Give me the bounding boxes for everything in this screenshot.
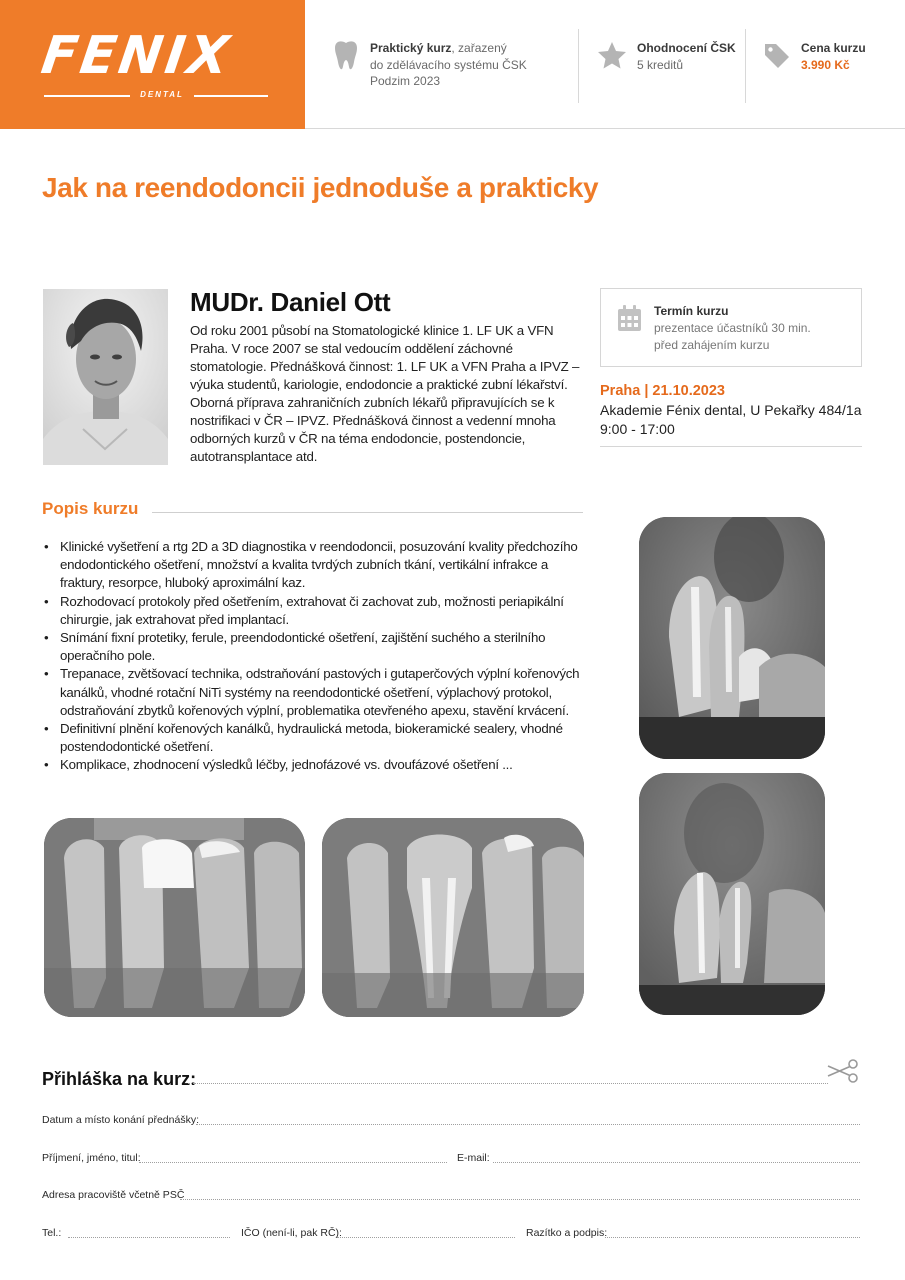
ico-field[interactable]	[337, 1237, 515, 1238]
tel-label: Tel.:	[42, 1227, 62, 1239]
page-title: Jak na reendodoncii jednoduše a prakticky	[42, 172, 599, 203]
scissors-icon	[826, 1058, 860, 1084]
term-title: Termín kurzu	[654, 304, 729, 318]
tel-field[interactable]	[68, 1237, 230, 1238]
name-label: Příjmení, jméno, titul:	[42, 1152, 141, 1164]
section-rule	[152, 512, 583, 513]
ico-label: IČO (není-li, pak RČ):	[241, 1227, 342, 1239]
rating-title: Ohodnocení ČSK	[637, 41, 736, 55]
list-item: • Komplikace, zhodnocení výsledků léčby, jednofázové vs. dvoufázové ošetření ...	[42, 756, 587, 774]
lecturer-name: MUDr. Daniel Ott	[190, 287, 391, 317]
list-item: • Rozhodovací protokoly před ošetřením, extrahovat či zachovat zub, možnosti periapikální chirurgie, jak extrahovat před implantací.	[42, 593, 587, 629]
header-divider	[745, 29, 746, 103]
date-place-field[interactable]	[196, 1124, 860, 1125]
header-rule	[305, 128, 905, 129]
section-title-description: Popis kurzu	[42, 499, 139, 518]
date-place-label: Datum a místo konání přednášky:	[42, 1114, 199, 1126]
term-note-line2: před zahájením kurzu	[654, 338, 770, 352]
address-field[interactable]	[180, 1199, 860, 1200]
stamp-signature-field[interactable]	[605, 1237, 860, 1238]
city-date: Praha | 21.10.2023	[600, 383, 725, 399]
rating-info	[637, 40, 747, 73]
course-type-rest: , zařazený	[451, 41, 507, 55]
rating-value: 5 kreditů	[637, 57, 684, 72]
course-type-info	[370, 40, 570, 90]
header-divider	[578, 29, 579, 103]
xray-image	[639, 773, 825, 1015]
list-item: • Definitivní plnění kořenových kanálků, hydraulická metoda, biokeramické sealery, vhodné postendodontické ošetření.	[42, 720, 587, 756]
venue-divider	[600, 446, 862, 447]
stamp-signature-label: Razítko a podpis:	[526, 1227, 608, 1239]
logo-wordmark: FENIX	[37, 26, 236, 86]
course-time: 9:00 - 17:00	[600, 421, 675, 437]
star-icon	[597, 41, 627, 69]
list-item: • Snímání fixní protetiky, ferule, preendodontické ošetření, zajištění suchého a sterilního operačního pole.	[42, 629, 587, 665]
logo-subtitle: DENTAL	[130, 88, 194, 102]
venue: Akademie Fénix dental, U Pekařky 484/1a	[600, 402, 862, 418]
tooth-icon	[333, 40, 359, 70]
lecturer-photo	[43, 289, 168, 465]
xray-image	[322, 818, 584, 1017]
xray-image	[44, 818, 305, 1017]
calendar-icon	[617, 305, 642, 332]
xray-image	[639, 517, 825, 759]
course-type-bold: Praktický kurz	[370, 41, 452, 55]
term-note-line1: prezentace účastníků 30 min.	[654, 321, 811, 335]
course-type-system: do zdělávacího systému ČSK	[370, 57, 527, 72]
form-title: Přihláška na kurz:	[42, 1069, 197, 1089]
term-note	[654, 320, 834, 354]
price-value: 3.990 Kč	[801, 57, 850, 72]
list-item: • Trepanace, zvětšovací technika, odstraňování pastových i gutaperčových výplní kořenových kanálků, vhodné rotační NiTi systémy na reendodontické ošetření, výplachový protokol, odstraňování zbytků kořenových výplní, problematika otevřeného apexu, stavění krvácení.	[42, 665, 587, 720]
list-item: • Klinické vyšetření a rtg 2D a 3D diagnostika v reendodoncii, posuzování kvality předchozího endodontického ošetření, množství a kvalita tvrdých zubních tkání, vertikální infrakce a fraktury, resorpce, hluboký aproximální kaz.	[42, 538, 587, 593]
email-field[interactable]	[493, 1162, 860, 1163]
course-type-season: Podzim 2023	[370, 74, 441, 88]
price-tag-icon	[763, 42, 791, 70]
price-title: Cena kurzu	[801, 41, 866, 55]
address-label: Adresa pracoviště včetně PSČ	[42, 1189, 185, 1201]
price-info	[801, 40, 896, 73]
lecturer-bio: Od roku 2001 působí na Stomatologické klinice 1. LF UK a VFN Praha. V roce 2007 se stal vedoucím oddělení záchovné stomatologie. Přednášková činnost: 1. LF UK a VFN Praha a IPVZ – výuka studentů, kariologie, endodoncie a praktické zubní lékařství. Oborná příprava zahraničních zubních lékařů připravujících se k nostrifikaci v ČR – IPVZ. Přednášková činnost a vedenní mnoha odborných kurzů v ČR na téma endodoncie, postendoncie, autotransplantace atd.	[190, 323, 580, 464]
course-topics-list	[42, 538, 587, 775]
name-field[interactable]	[139, 1162, 447, 1163]
form-title-dotted-line	[188, 1083, 828, 1084]
email-label: E-mail:	[457, 1152, 490, 1164]
